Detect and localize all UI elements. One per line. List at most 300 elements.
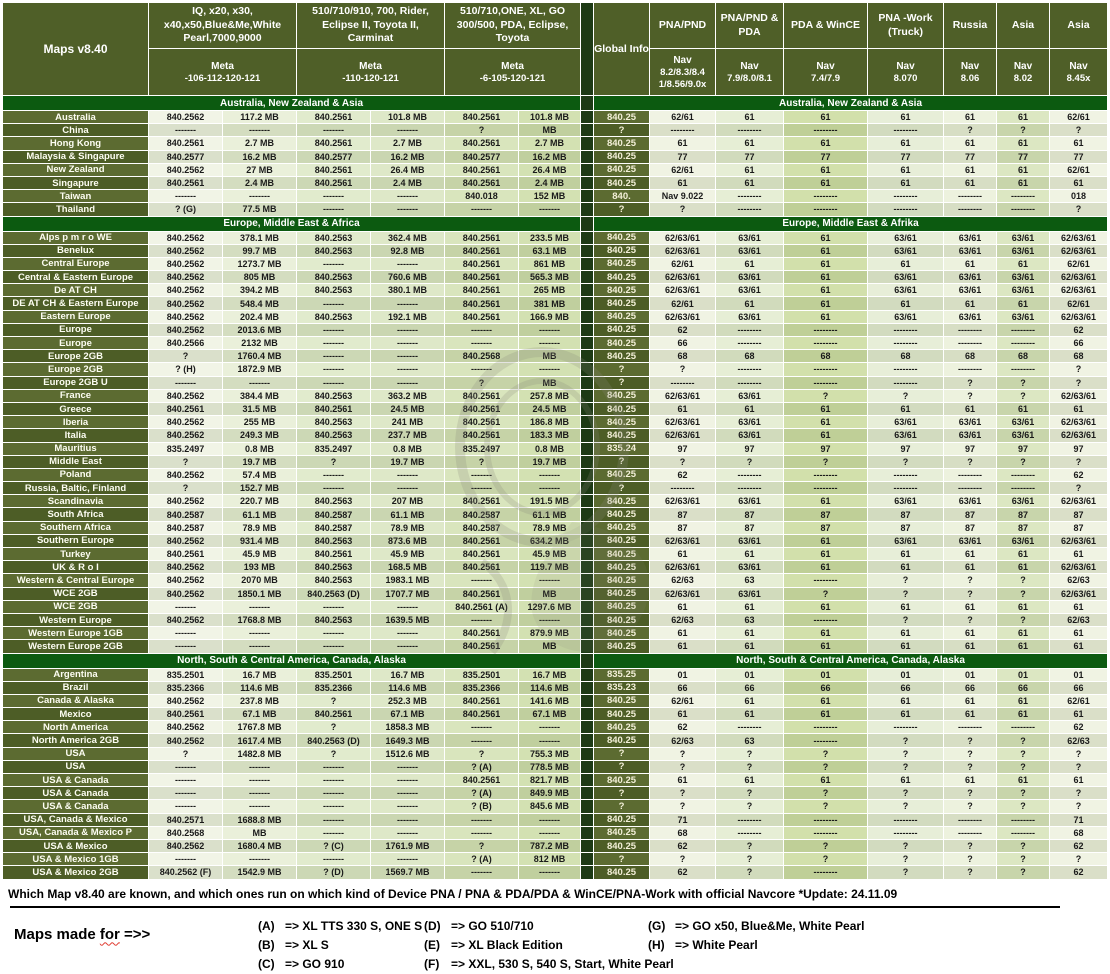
size-cell[interactable]: -------: [371, 627, 445, 640]
navcore-cell[interactable]: 87: [716, 508, 784, 521]
region-label[interactable]: Singapure: [3, 176, 149, 189]
navcore-cell[interactable]: 61: [650, 137, 716, 150]
version-cell[interactable]: -------: [149, 800, 223, 813]
navcore-cell[interactable]: 66: [944, 681, 997, 694]
size-cell[interactable]: 166.9 MB: [519, 310, 581, 323]
navcore-cell[interactable]: 62/63/61: [1050, 271, 1108, 284]
version-cell[interactable]: ?: [445, 839, 519, 852]
global-info-cell[interactable]: 840.25: [594, 271, 650, 284]
navcore-cell[interactable]: 87: [1050, 521, 1108, 534]
size-cell[interactable]: 27 MB: [223, 163, 297, 176]
version-cell[interactable]: 835.2366: [445, 681, 519, 694]
size-cell[interactable]: 565.3 MB: [519, 271, 581, 284]
navcore-cell[interactable]: ?: [650, 853, 716, 866]
size-cell[interactable]: 873.6 MB: [371, 534, 445, 547]
region-label[interactable]: North America 2GB: [3, 734, 149, 747]
section-header-right[interactable]: Australia, New Zealand & Asia: [594, 96, 1108, 111]
region-label[interactable]: Alps p m r o WE: [3, 231, 149, 244]
region-label[interactable]: Europe: [3, 337, 149, 350]
global-info-cell[interactable]: 840.25: [594, 734, 650, 747]
navcore-cell[interactable]: ?: [944, 587, 997, 600]
navcore-cell[interactable]: 61: [868, 163, 944, 176]
navcore-cell[interactable]: 63/61: [944, 284, 997, 297]
navcore-cell[interactable]: 62/63/61: [1050, 534, 1108, 547]
navcore-cell[interactable]: 87: [650, 508, 716, 521]
size-cell[interactable]: 1680.4 MB: [223, 839, 297, 852]
navcore-cell[interactable]: 61: [997, 297, 1050, 310]
size-cell[interactable]: 384.4 MB: [223, 389, 297, 402]
navcore-cell[interactable]: 61: [784, 163, 868, 176]
version-cell[interactable]: -------: [297, 323, 371, 336]
navcore-cell[interactable]: ?: [944, 455, 997, 468]
size-cell[interactable]: 186.8 MB: [519, 416, 581, 429]
navcore-cell[interactable]: 63/61: [716, 310, 784, 323]
size-cell[interactable]: -------: [371, 337, 445, 350]
navcore-cell[interactable]: 63/61: [716, 244, 784, 257]
navcore-cell[interactable]: 68: [650, 826, 716, 839]
navcore-cell[interactable]: 62/63: [650, 613, 716, 626]
size-cell[interactable]: -------: [371, 468, 445, 481]
navcore-cell[interactable]: 61: [944, 600, 997, 613]
navcore-cell[interactable]: 61: [944, 137, 997, 150]
navcore-cell[interactable]: --------: [868, 813, 944, 826]
version-cell[interactable]: 840.018: [445, 190, 519, 203]
size-cell[interactable]: -------: [223, 190, 297, 203]
region-label[interactable]: Hong Kong: [3, 137, 149, 150]
navcore-cell[interactable]: 68: [1050, 350, 1108, 363]
version-cell[interactable]: 840.2561: [445, 163, 519, 176]
size-cell[interactable]: 249.3 MB: [223, 429, 297, 442]
version-cell[interactable]: -------: [297, 813, 371, 826]
navcore-cell[interactable]: --------: [997, 337, 1050, 350]
navcore-cell[interactable]: 62/63: [1050, 734, 1108, 747]
navcore-cell[interactable]: --------: [784, 482, 868, 495]
global-info-cell[interactable]: 840.25: [594, 640, 650, 653]
navcore-cell[interactable]: ?: [997, 124, 1050, 137]
version-cell[interactable]: -------: [297, 203, 371, 216]
version-cell[interactable]: 840.2561: [149, 708, 223, 721]
region-label[interactable]: WCE 2GB: [3, 600, 149, 613]
table-title[interactable]: Maps v8.40: [3, 3, 149, 96]
navcore-cell[interactable]: 87: [716, 521, 784, 534]
region-label[interactable]: Turkey: [3, 548, 149, 561]
size-cell[interactable]: 233.5 MB: [519, 231, 581, 244]
version-cell[interactable]: -------: [149, 376, 223, 389]
global-info-cell[interactable]: 835.23: [594, 681, 650, 694]
navcore-cell[interactable]: --------: [997, 190, 1050, 203]
version-cell[interactable]: 840.2561: [445, 561, 519, 574]
version-cell[interactable]: 840.2563: [297, 389, 371, 402]
navcore-cell[interactable]: ?: [716, 787, 784, 800]
navcore-cell[interactable]: 63: [716, 613, 784, 626]
navcore-cell[interactable]: 61: [716, 137, 784, 150]
navcore-cell[interactable]: 66: [1050, 337, 1108, 350]
region-label[interactable]: Eastern Europe: [3, 310, 149, 323]
global-info-cell[interactable]: ?: [594, 482, 650, 495]
region-label[interactable]: Mexico: [3, 708, 149, 721]
size-cell[interactable]: -------: [519, 468, 581, 481]
global-info-header[interactable]: Global Info: [594, 3, 650, 96]
navcore-cell[interactable]: ?: [784, 760, 868, 773]
size-cell[interactable]: 1639.5 MB: [371, 613, 445, 626]
version-cell[interactable]: -------: [297, 774, 371, 787]
navcore-cell[interactable]: 61: [650, 627, 716, 640]
navcore-cell[interactable]: 87: [944, 508, 997, 521]
navcore-cell[interactable]: 62/61: [1050, 163, 1108, 176]
global-info-cell[interactable]: 840.25: [594, 826, 650, 839]
navcore-cell[interactable]: ?: [650, 203, 716, 216]
navcore-cell[interactable]: --------: [784, 866, 868, 879]
size-cell[interactable]: -------: [371, 363, 445, 376]
version-cell[interactable]: 840.2562: [149, 734, 223, 747]
navcore-cell[interactable]: 63/61: [944, 231, 997, 244]
navcore-cell[interactable]: 87: [868, 521, 944, 534]
size-cell[interactable]: 0.8 MB: [223, 442, 297, 455]
global-info-cell[interactable]: 840.25: [594, 721, 650, 734]
size-cell[interactable]: 257.8 MB: [519, 389, 581, 402]
navcore-cell[interactable]: 63/61: [944, 495, 997, 508]
navcore-cell[interactable]: 61: [650, 774, 716, 787]
nav-version-header-2[interactable]: [716, 49, 784, 96]
version-cell[interactable]: 835.2501: [297, 668, 371, 681]
size-cell[interactable]: 1767.8 MB: [223, 721, 297, 734]
navcore-cell[interactable]: ?: [997, 389, 1050, 402]
navcore-cell[interactable]: --------: [716, 363, 784, 376]
navcore-cell[interactable]: 63/61: [868, 231, 944, 244]
size-cell[interactable]: 114.6 MB: [371, 681, 445, 694]
size-cell[interactable]: -------: [223, 600, 297, 613]
navcore-cell[interactable]: 68: [1050, 826, 1108, 839]
navcore-cell[interactable]: 61: [1050, 708, 1108, 721]
navcore-cell[interactable]: 61: [784, 640, 868, 653]
region-label[interactable]: Southern Africa: [3, 521, 149, 534]
global-info-cell[interactable]: ?: [594, 760, 650, 773]
navcore-cell[interactable]: 97: [868, 442, 944, 455]
navcore-cell[interactable]: --------: [716, 124, 784, 137]
navcore-cell[interactable]: 61: [716, 163, 784, 176]
size-cell[interactable]: -------: [371, 323, 445, 336]
version-cell[interactable]: -------: [445, 482, 519, 495]
size-cell[interactable]: 16.7 MB: [223, 668, 297, 681]
device-type-header-5[interactable]: Russia: [944, 3, 997, 49]
global-info-cell[interactable]: 840.25: [594, 574, 650, 587]
version-cell[interactable]: 840.2561: [445, 257, 519, 270]
global-info-cell[interactable]: ?: [594, 455, 650, 468]
size-cell[interactable]: -------: [371, 482, 445, 495]
navcore-cell[interactable]: --------: [868, 376, 944, 389]
version-cell[interactable]: 840.2587: [445, 521, 519, 534]
version-cell[interactable]: 840.2561: [445, 310, 519, 323]
navcore-cell[interactable]: --------: [868, 721, 944, 734]
navcore-cell[interactable]: --------: [650, 124, 716, 137]
navcore-cell[interactable]: 62/63/61: [1050, 561, 1108, 574]
navcore-cell[interactable]: 62/63/61: [650, 561, 716, 574]
global-info-cell[interactable]: 840.25: [594, 600, 650, 613]
size-cell[interactable]: -------: [223, 627, 297, 640]
global-info-cell[interactable]: ?: [594, 376, 650, 389]
global-info-cell[interactable]: 840.25: [594, 495, 650, 508]
navcore-cell[interactable]: --------: [944, 363, 997, 376]
global-info-cell[interactable]: 840.25: [594, 337, 650, 350]
navcore-cell[interactable]: 77: [716, 150, 784, 163]
size-cell[interactable]: 1512.6 MB: [371, 747, 445, 760]
navcore-cell[interactable]: 61: [944, 627, 997, 640]
size-cell[interactable]: -------: [223, 124, 297, 137]
navcore-cell[interactable]: 61: [784, 416, 868, 429]
navcore-cell[interactable]: 62/61: [650, 163, 716, 176]
version-cell[interactable]: -------: [297, 853, 371, 866]
navcore-cell[interactable]: 97: [1050, 442, 1108, 455]
navcore-cell[interactable]: 61: [1050, 548, 1108, 561]
region-label[interactable]: Brazil: [3, 681, 149, 694]
version-cell[interactable]: 840.2587: [297, 508, 371, 521]
device-type-header-6[interactable]: Asia: [997, 3, 1050, 49]
region-label[interactable]: Italia: [3, 429, 149, 442]
size-cell[interactable]: 152.7 MB: [223, 482, 297, 495]
size-cell[interactable]: -------: [519, 203, 581, 216]
size-cell[interactable]: -------: [371, 124, 445, 137]
version-cell[interactable]: -------: [297, 257, 371, 270]
nav-version-header-7[interactable]: [1050, 49, 1108, 96]
global-info-cell[interactable]: ?: [594, 747, 650, 760]
navcore-cell[interactable]: --------: [997, 323, 1050, 336]
region-label[interactable]: Canada & Alaska: [3, 694, 149, 707]
navcore-cell[interactable]: 62/63/61: [650, 244, 716, 257]
size-cell[interactable]: 2.7 MB: [371, 137, 445, 150]
navcore-cell[interactable]: 62/63/61: [650, 284, 716, 297]
navcore-cell[interactable]: 87: [944, 521, 997, 534]
navcore-cell[interactable]: 61: [1050, 600, 1108, 613]
navcore-cell[interactable]: 61: [1050, 774, 1108, 787]
navcore-cell[interactable]: 63/61: [997, 534, 1050, 547]
size-cell[interactable]: 114.6 MB: [223, 681, 297, 694]
navcore-cell[interactable]: ?: [997, 574, 1050, 587]
navcore-cell[interactable]: ?: [944, 574, 997, 587]
navcore-cell[interactable]: 62/63/61: [1050, 231, 1108, 244]
size-cell[interactable]: 117.2 MB: [223, 111, 297, 124]
version-cell[interactable]: 840.2561: [297, 548, 371, 561]
size-cell[interactable]: 755.3 MB: [519, 747, 581, 760]
navcore-cell[interactable]: 63/61: [997, 416, 1050, 429]
version-cell[interactable]: -------: [297, 826, 371, 839]
section-header-right[interactable]: Europe, Middle East & Afrika: [594, 216, 1108, 231]
version-cell[interactable]: 840.2563: [297, 244, 371, 257]
navcore-cell[interactable]: 01: [997, 668, 1050, 681]
size-cell[interactable]: 77.5 MB: [223, 203, 297, 216]
region-label[interactable]: USA & Mexico 1GB: [3, 853, 149, 866]
size-cell[interactable]: 45.9 MB: [223, 548, 297, 561]
global-info-cell[interactable]: 840.25: [594, 613, 650, 626]
version-cell[interactable]: -------: [297, 640, 371, 653]
navcore-cell[interactable]: ?: [997, 853, 1050, 866]
navcore-cell[interactable]: 62: [1050, 323, 1108, 336]
navcore-cell[interactable]: 61: [868, 640, 944, 653]
navcore-cell[interactable]: 61: [944, 257, 997, 270]
version-cell[interactable]: ? (A): [445, 853, 519, 866]
version-cell[interactable]: ? (D): [297, 866, 371, 879]
version-cell[interactable]: 840.2587: [445, 508, 519, 521]
navcore-cell[interactable]: ?: [997, 839, 1050, 852]
version-cell[interactable]: 840.2561: [445, 708, 519, 721]
navcore-cell[interactable]: 61: [868, 176, 944, 189]
navcore-cell[interactable]: 62/63/61: [1050, 310, 1108, 323]
version-cell[interactable]: 840.2562: [149, 561, 223, 574]
size-cell[interactable]: 1983.1 MB: [371, 574, 445, 587]
size-cell[interactable]: 1273.7 MB: [223, 257, 297, 270]
navcore-cell[interactable]: 62/63/61: [650, 416, 716, 429]
size-cell[interactable]: -------: [223, 774, 297, 787]
size-cell[interactable]: 16.2 MB: [519, 150, 581, 163]
navcore-cell[interactable]: 61: [868, 548, 944, 561]
navcore-cell[interactable]: 01: [784, 668, 868, 681]
version-cell[interactable]: 840.2561: [445, 284, 519, 297]
global-info-cell[interactable]: 840.25: [594, 176, 650, 189]
region-label[interactable]: Western & Central Europe: [3, 574, 149, 587]
navcore-cell[interactable]: 62/61: [1050, 257, 1108, 270]
navcore-cell[interactable]: 77: [868, 150, 944, 163]
size-cell[interactable]: 67.1 MB: [519, 708, 581, 721]
navcore-cell[interactable]: ?: [1050, 376, 1108, 389]
version-cell[interactable]: 840.2561: [445, 774, 519, 787]
version-cell[interactable]: 840.2561: [297, 111, 371, 124]
navcore-cell[interactable]: --------: [784, 190, 868, 203]
size-cell[interactable]: -------: [371, 297, 445, 310]
section-header-left[interactable]: Australia, New Zealand & Asia: [3, 96, 581, 111]
region-label[interactable]: USA: [3, 760, 149, 773]
size-cell[interactable]: 2070 MB: [223, 574, 297, 587]
navcore-cell[interactable]: 61: [784, 534, 868, 547]
navcore-cell[interactable]: 62/63/61: [1050, 244, 1108, 257]
size-cell[interactable]: -------: [371, 853, 445, 866]
global-info-cell[interactable]: 840.25: [594, 284, 650, 297]
size-cell[interactable]: 1569.7 MB: [371, 866, 445, 879]
global-info-cell[interactable]: 840.25: [594, 774, 650, 787]
navcore-cell[interactable]: ?: [1050, 455, 1108, 468]
global-info-cell[interactable]: 840.25: [594, 416, 650, 429]
device-group-header-3[interactable]: 510/710,ONE, XL, GO 300/500, PDA, Eclipse, Toyota: [445, 3, 581, 49]
version-cell[interactable]: 840.2562: [149, 694, 223, 707]
size-cell[interactable]: 787.2 MB: [519, 839, 581, 852]
navcore-cell[interactable]: 61: [1050, 402, 1108, 415]
version-cell[interactable]: 840.2561: [445, 389, 519, 402]
region-label[interactable]: Middle East: [3, 455, 149, 468]
size-cell[interactable]: 812 MB: [519, 853, 581, 866]
navcore-cell[interactable]: ?: [650, 760, 716, 773]
global-info-cell[interactable]: 840.25: [594, 163, 650, 176]
version-cell[interactable]: 840.2562: [149, 839, 223, 852]
version-cell[interactable]: 840.2563: [297, 534, 371, 547]
global-info-cell[interactable]: 840.25: [594, 561, 650, 574]
version-cell[interactable]: 835.2366: [149, 681, 223, 694]
navcore-cell[interactable]: 62/61: [1050, 297, 1108, 310]
navcore-cell[interactable]: 62/63: [650, 574, 716, 587]
version-cell[interactable]: 840.2561: [445, 548, 519, 561]
navcore-cell[interactable]: --------: [716, 337, 784, 350]
navcore-cell[interactable]: --------: [997, 482, 1050, 495]
navcore-cell[interactable]: --------: [716, 203, 784, 216]
version-cell[interactable]: 840.2561: [297, 176, 371, 189]
navcore-cell[interactable]: 62: [650, 839, 716, 852]
size-cell[interactable]: 92.8 MB: [371, 244, 445, 257]
version-cell[interactable]: 840.2571: [149, 813, 223, 826]
navcore-cell[interactable]: ?: [868, 787, 944, 800]
version-cell[interactable]: -------: [149, 853, 223, 866]
navcore-cell[interactable]: 87: [650, 521, 716, 534]
version-cell[interactable]: 840.2563 (D): [297, 587, 371, 600]
version-cell[interactable]: -------: [445, 866, 519, 879]
navcore-cell[interactable]: 71: [650, 813, 716, 826]
size-cell[interactable]: 265 MB: [519, 284, 581, 297]
navcore-cell[interactable]: 01: [1050, 668, 1108, 681]
size-cell[interactable]: -------: [519, 482, 581, 495]
size-cell[interactable]: 193 MB: [223, 561, 297, 574]
global-info-cell[interactable]: 840.25: [594, 548, 650, 561]
size-cell[interactable]: -------: [519, 323, 581, 336]
navcore-cell[interactable]: 63/61: [944, 416, 997, 429]
size-cell[interactable]: -------: [223, 853, 297, 866]
version-cell[interactable]: 840.2562: [149, 231, 223, 244]
navcore-cell[interactable]: 62/63/61: [650, 534, 716, 547]
navcore-cell[interactable]: 01: [944, 668, 997, 681]
version-cell[interactable]: -------: [149, 627, 223, 640]
global-info-cell[interactable]: 835.25: [594, 668, 650, 681]
size-cell[interactable]: 363.2 MB: [371, 389, 445, 402]
version-cell[interactable]: 840.2561: [445, 694, 519, 707]
size-cell[interactable]: 192.1 MB: [371, 310, 445, 323]
navcore-cell[interactable]: --------: [784, 363, 868, 376]
navcore-cell[interactable]: ?: [716, 747, 784, 760]
size-cell[interactable]: 241 MB: [371, 416, 445, 429]
size-cell[interactable]: 45.9 MB: [371, 548, 445, 561]
size-cell[interactable]: MB: [519, 587, 581, 600]
navcore-cell[interactable]: ?: [1050, 800, 1108, 813]
navcore-cell[interactable]: 61: [997, 627, 1050, 640]
version-cell[interactable]: 840.2561: [149, 402, 223, 415]
size-cell[interactable]: 101.8 MB: [519, 111, 581, 124]
version-cell[interactable]: 840.2562: [149, 574, 223, 587]
version-cell[interactable]: -------: [445, 203, 519, 216]
navcore-cell[interactable]: --------: [650, 376, 716, 389]
navcore-cell[interactable]: ?: [997, 800, 1050, 813]
size-cell[interactable]: 16.7 MB: [519, 668, 581, 681]
version-cell[interactable]: 840.2563: [297, 284, 371, 297]
navcore-cell[interactable]: ?: [784, 747, 868, 760]
navcore-cell[interactable]: 61: [868, 402, 944, 415]
navcore-cell[interactable]: 63/61: [716, 587, 784, 600]
navcore-cell[interactable]: ?: [650, 455, 716, 468]
size-cell[interactable]: 101.8 MB: [371, 111, 445, 124]
size-cell[interactable]: -------: [519, 734, 581, 747]
size-cell[interactable]: 1707.7 MB: [371, 587, 445, 600]
version-cell[interactable]: ?: [149, 747, 223, 760]
navcore-cell[interactable]: 62/63/61: [650, 271, 716, 284]
version-cell[interactable]: 840.2562: [149, 534, 223, 547]
version-cell[interactable]: -------: [445, 734, 519, 747]
size-cell[interactable]: 2.7 MB: [223, 137, 297, 150]
navcore-cell[interactable]: 61: [997, 548, 1050, 561]
version-cell[interactable]: 840.2563: [297, 561, 371, 574]
navcore-cell[interactable]: 61: [650, 640, 716, 653]
navcore-cell[interactable]: ?: [716, 760, 784, 773]
region-label[interactable]: Australia: [3, 111, 149, 124]
region-label[interactable]: New Zealand: [3, 163, 149, 176]
navcore-cell[interactable]: 63/61: [997, 271, 1050, 284]
navcore-cell[interactable]: 61: [944, 708, 997, 721]
navcore-cell[interactable]: 61: [784, 137, 868, 150]
global-info-cell[interactable]: 840.25: [594, 297, 650, 310]
navcore-cell[interactable]: 61: [716, 402, 784, 415]
navcore-cell[interactable]: --------: [784, 813, 868, 826]
